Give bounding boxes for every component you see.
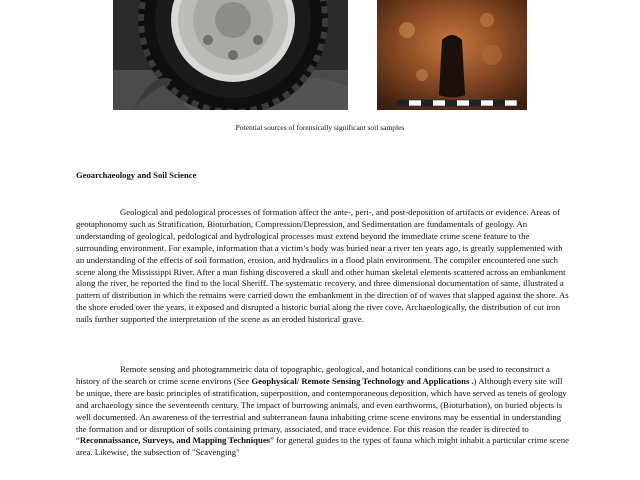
figure-caption: Potential sources of forensically significant soil samples (235, 123, 405, 132)
tire-photo (113, 0, 348, 110)
scale-bar-icon (397, 100, 517, 106)
paragraph-2-text-b: ) Although every site will be unique, there are basic principles of stratification, superposition, and contemporaneous deposition, which have served as tenets of geology and archaeology since the seventeenth century. The impact of burrowing animals, and even earthworms, (Bioturbation), on buried objects is well documented. An awareness of the terrestrial and subterranean fauna inhabiting crime scene environs may be essential in understanding the formation and or disruption of soils containing primary, associated, and trace evidence. For this reason the reader is directed to “ (76, 375, 567, 446)
vehicle-tire-photo-icon (113, 0, 348, 110)
section-heading: Geoarchaeology and Soil Science (76, 170, 197, 180)
soil-on-shovel-photo-icon (377, 0, 527, 110)
paragraph-geoarchaeology (76, 207, 571, 326)
remote-sensing-reference-link[interactable]: Geophysical/ Remote Sensing Technology and Applications . (251, 375, 474, 386)
reconnaissance-reference-link[interactable]: Reconnaissance, Surveys, and Mapping Techniques (79, 435, 271, 446)
paragraph-2-text-a: Remote sensing and photogrammetric data of topographic, geological, and botanical conditions can be used to reconstruct a history of the search or crime scene environs (See (76, 364, 550, 386)
paragraph-remote-sensing (76, 364, 571, 459)
paragraph-2-text-c: ” for general guides to the types of fauna which might inhabit a particular crime scene area. Likewise, the subsection of "Scavenging" (76, 435, 569, 458)
paragraph-1-text: Geological and pedological processes of formation affect the ante-, peri-, and post-deposition of artifacts or evidence. Areas of geotaphonomy such as Stratification, Bioturbation, Compression/Depression, and Sedimentation are fundamentals of geology. An understanding of geological, pedological and hydrological processes must extend beyond the immediate crime scene feature to the surrounding environment. For example, information that a victim’s body was buried near a river ten years ago, is greatly supplemented with an understanding of the effects of soil formation, erosion, and hydraulics in a flood plain environment. The compiler encountered one such scene along the Mississippi River. After a man fishing discovered a skull and other human skeletal elements scattered across an embankment along the river, he reported the find to the local Sheriff. The systematic recovery, and three dimensional documentation of same, illustrated a pattern of distribution in which the remains were carried down the embankment in the direction of of waves that slapped against the shore. As the shore eroded over the years, it exposed and disrupted a historic burial along the river cove. Archaeologically, the distribution of cut iron nails further supported the interpretation of the scene as an eroded historical grave. (76, 207, 569, 325)
shovel-soil-photo (377, 0, 527, 110)
